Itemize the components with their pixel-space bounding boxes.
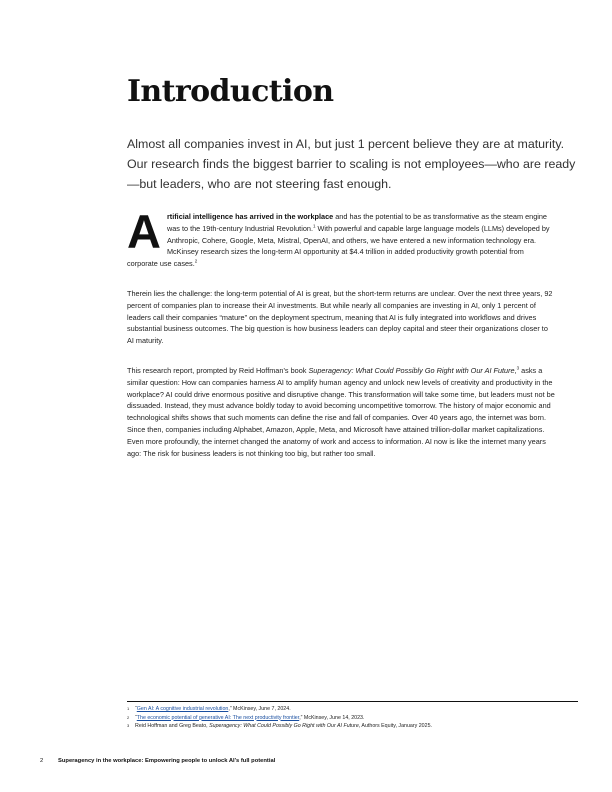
footnote-source: ,” McKinsey, June 14, 2023. [299, 714, 365, 721]
footnote-ref: 1 [312, 223, 316, 229]
lead-in-text: rtificial intelligence has arrived in the workplace [166, 212, 334, 221]
body-paragraph-3 [127, 365, 555, 459]
intro-summary: Almost all companies invest in AI, but just 1 percent believe they are at maturity. Our research finds the biggest barrier to scaling is not employees—who are ready—but leaders, who are not steering fast enough. [127, 137, 576, 191]
page-footer [40, 758, 275, 764]
footnote-authors: Reid Hoffman and Greg Beato, [135, 723, 210, 730]
paragraph-text: and has the potential to be as transformative as the steam engine was to the 19th-century Industrial Revolution. [166, 212, 547, 233]
paragraph-text: With powerful and capable large language models (LLMs) developed by Anthropic, Cohere, Google, Meta, Mistral, OpenAI, and others, we have entered a new information technology era. McKinsey research sizes the long-term AI opportunity at $4.4 trillion in added productivity growth potential from corporate use cases. [127, 223, 550, 269]
page-number: 2 [40, 758, 44, 764]
book-title: Superagency: What Could Possibly Go Right with Our AI Future [308, 366, 515, 375]
paragraph-text: asks a similar question: How can companies harness AI to amplify human agency and unlock new levels of creativity and productivity in the workplace? AI could drive enormous positive and disruptive change. This transformation will take some time, but leaders must not be dissuaded. Instead, they must advance boldly today to avoid becoming uncompetitive tomorrow. The history of major economic and technological shifts shows that such moments can define the rise and fall of companies. Over 40 years ago, the internet was born. Since then, companies including Alphabet, Amazon, Apple, Meta, and Microsoft have attained trillion-dollar market capitalizations. Even more profoundly, the internet changed the anatomy of work and access to information. AI now is like the internet many years ago: The risk for business leaders is not thinking too big, but rather too small. [127, 366, 555, 458]
quote-mark: “ [135, 706, 137, 712]
body-paragraph-2: Therein lies the challenge: the long-term potential of AI is great, but the short-term returns are unclear. Over the next three years, 92 percent of companies plan to increase their AI investments. But while nearly all companies are investing in AI, only 1 percent of leaders call their companies “mature” on the deployment spectrum, meaning that AI is fully integrated into workflows and drives substantial business outcomes. The big question is how business leaders can deploy capital and steer their organizations closer to AI maturity. [127, 289, 553, 346]
footnote-source: , Authors Equity, January 2025. [358, 723, 432, 730]
quote-mark: “ [135, 714, 137, 721]
footnote-number: 3 [127, 723, 130, 729]
footnote-link[interactable]: The economic potential of generative AI: The next productivity frontier [136, 714, 300, 721]
footnote-number: 1 [127, 706, 130, 711]
footnote-2 [127, 714, 578, 723]
footnotes [127, 705, 578, 731]
footnote-book-title: Superagency: What Could Possibly Go Right with Our AI Future [209, 723, 359, 730]
paragraph-text: , [514, 366, 517, 375]
report-title: Superagency in the workplace: Empowering people to unlock AI’s full potential [58, 758, 276, 764]
footnote-ref: 3 [516, 365, 520, 371]
footnote-3 [127, 722, 578, 731]
footnote-1 [127, 705, 578, 714]
footnote-number: 2 [127, 714, 130, 720]
body-paragraph-1 [127, 205, 555, 270]
footnote-source: ,” McKinsey, June 7, 2024. [228, 706, 291, 712]
footnote-ref: 2 [194, 258, 198, 264]
section-heading: Introduction [127, 74, 334, 109]
footnote-link[interactable]: Gen AI: A cognitive industrial revolution [136, 706, 229, 712]
footnote-divider [127, 701, 578, 702]
drop-cap: A [127, 205, 161, 258]
paragraph-text: This research report, prompted by Reid Hoffman’s book [127, 366, 309, 375]
